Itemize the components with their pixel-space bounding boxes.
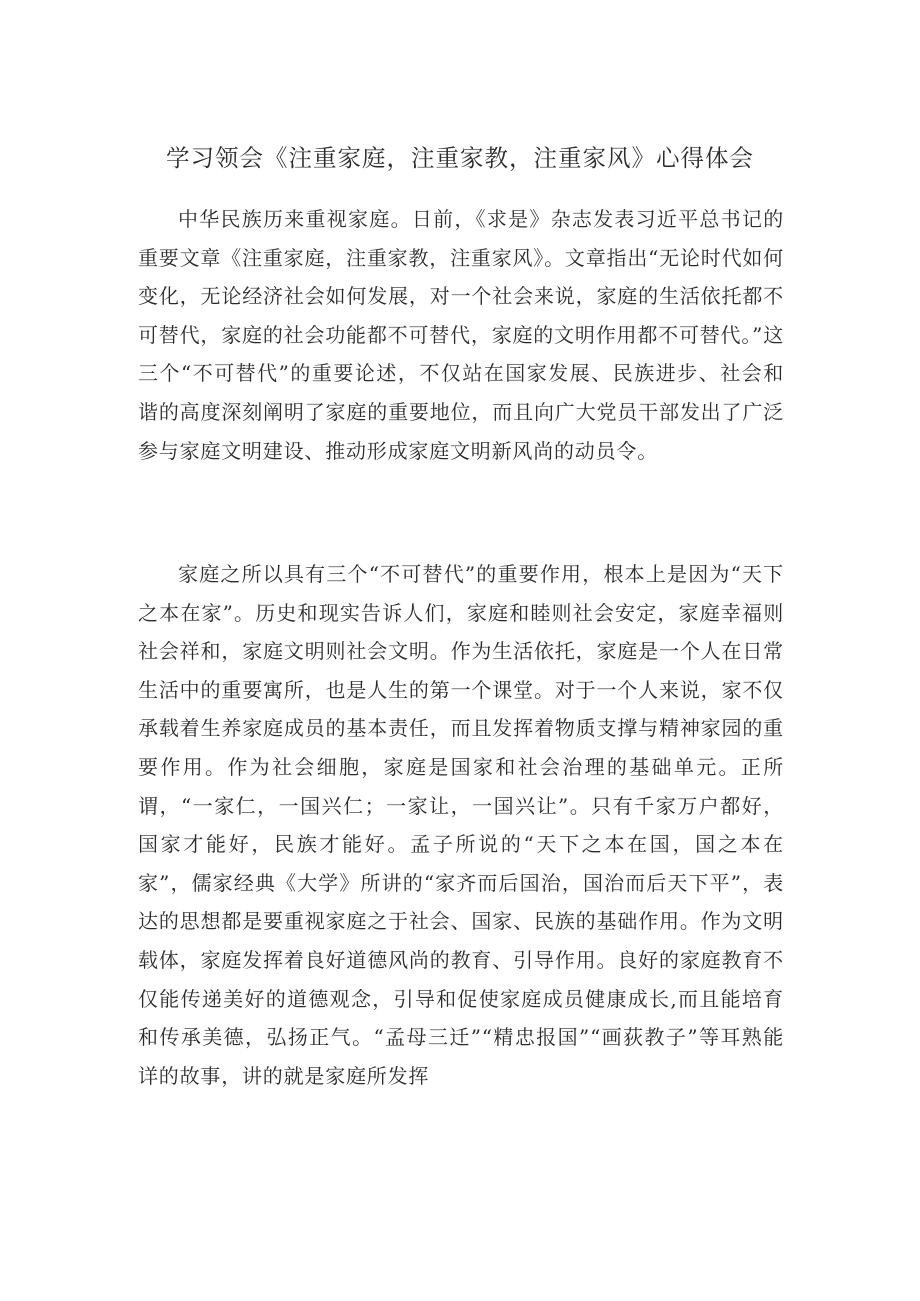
paragraph-2: 家庭之所以具有三个“不可替代”的重要作用，根本上是因为“天下之本在家”。历史和现实告诉人们，家庭和睦则社会安定，家庭幸福则社会祥和，家庭文明则社会文明。作为生活依托，家庭是一个人在日常生活中的重要寓所，也是人生的第一个课堂。对于一个人来说，家不仅承载着生养家庭成员的基本责任，而且发挥着物质支撑与精神家园的重要作用。作为社会细胞，家庭是国家和社会治理的基础单元。正所谓，“一家仁，一国兴仁；一家让，一国兴让”。只有千家万户都好，国家才能好，民族才能好。孟子所说的“天下之本在国，国之本在家”，儒家经典《大学》所讲的“家齐而后国治，国治而后天下平”，表达的思想都是要重视家庭之于社会、国家、民族的基础作用。作为文明载体，家庭发挥着良好道德风尚的教育、引导作用。良好的家庭教育不仅能传递美好的道德观念，引导和促使家庭成员健康成长,而且能培育和传承美德，弘扬正气。“孟母三迁”“精忠报国”“画荻教子”等耳熟能详的故事，讲的就是家庭所发挥 bbox=[138, 562, 784, 1088]
paragraph-1: 中华民族历来重视家庭。日前，《求是》杂志发表习近平总书记的重要文章《注重家庭，注重家教，注重家风》。文章指出“无论时代如何变化，无论经济社会如何发展，对一个社会来说，家庭的生活依托都不可替代，家庭的社会功能都不可替代，家庭的文明作用都不可替代。”这三个“不可替代”的重要论述，不仅站在国家发展、民族进步、社会和谐的高度深刻阐明了家庭的重要地位，而且向广大党员干部发出了广泛参与家庭文明建设、推动形成家庭文明新风尚的动员令。 bbox=[138, 207, 784, 463]
document-title: 学习领会《注重家庭，注重家教，注重家风》心得体会 bbox=[166, 144, 754, 172]
